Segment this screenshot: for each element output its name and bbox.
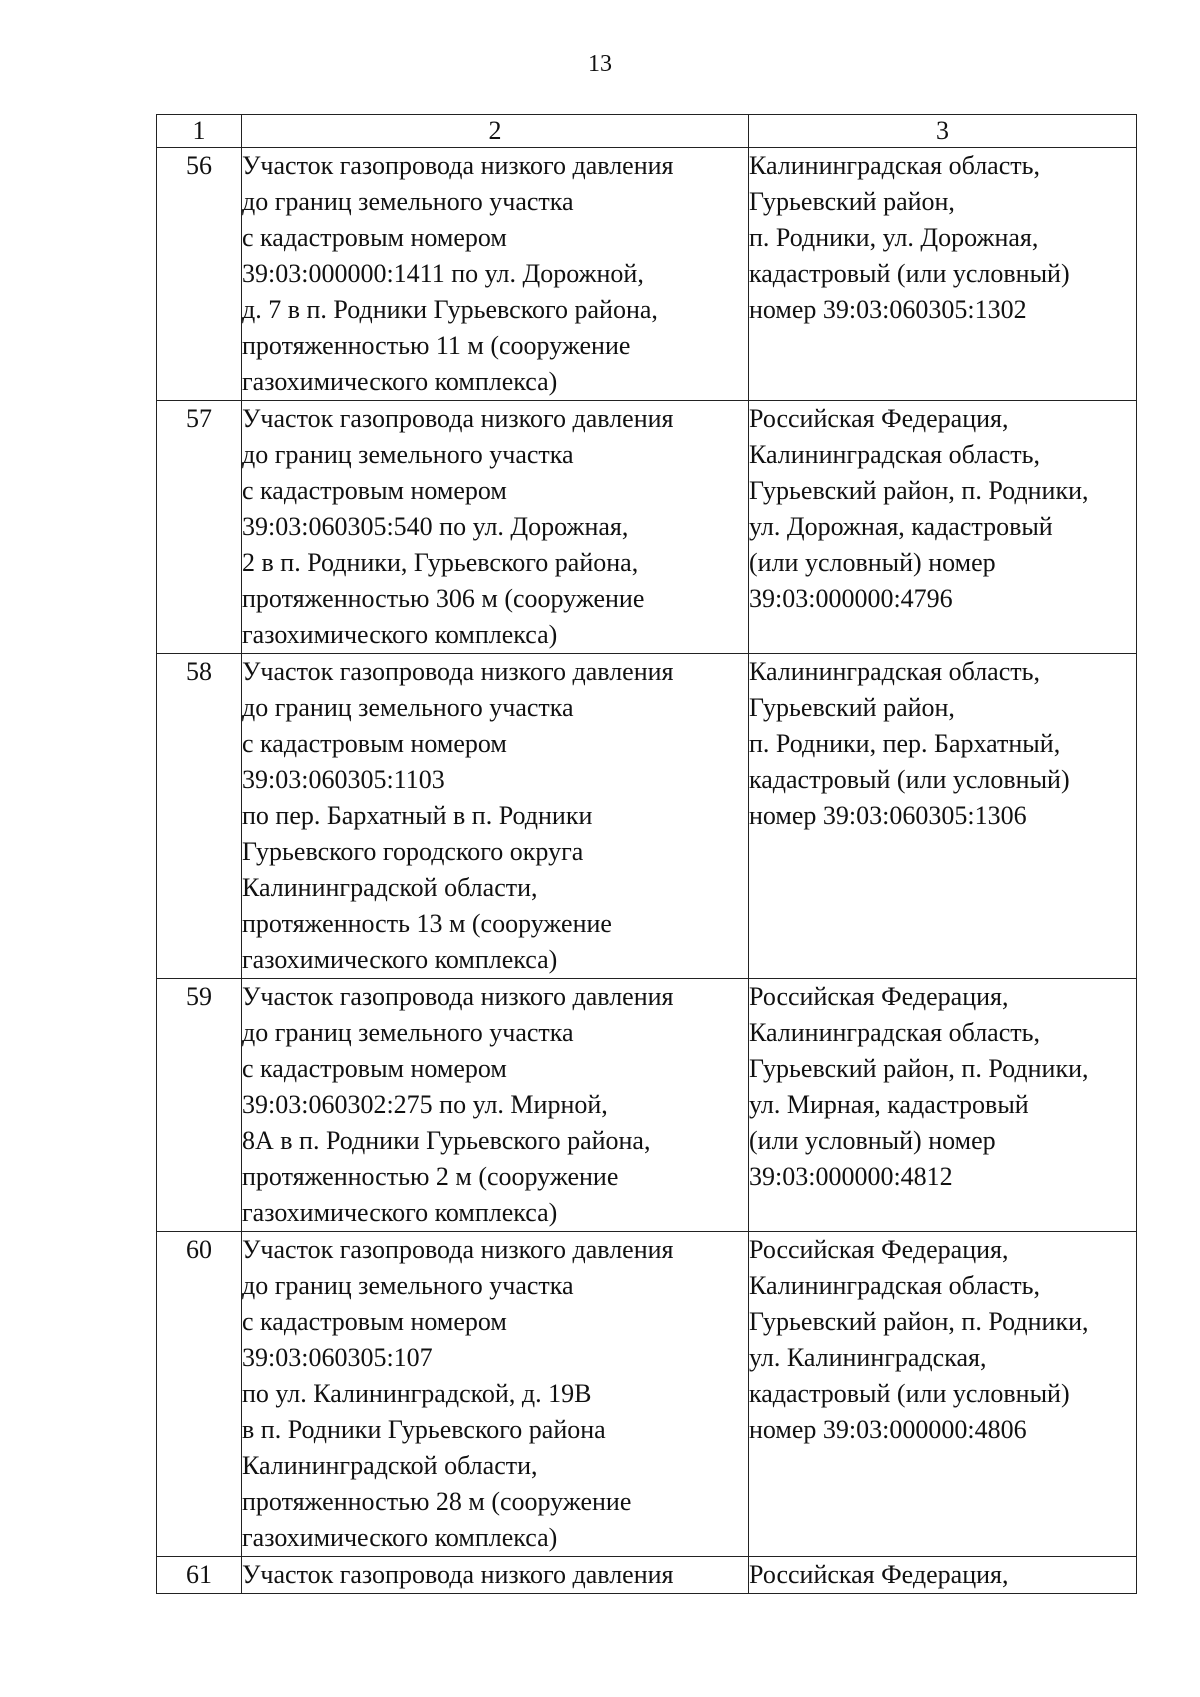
row-description: Участок газопровода низкого давления до границ земельного участка с кадастровым номером 39:03:060305:540 по ул. Дорожная, 2 в п. Родники, Гурьевского района, протяженностью 306 м (сооружение газохимического комплекса) [242,401,749,654]
row-location: Российская Федерация, Калининградская область, Гурьевский район, п. Родники, ул. Калининградская, кадастровый (или условный) номер 39:03:000000:4806 [749,1232,1137,1557]
row-location: Российская Федерация, Калининградская область, Гурьевский район, п. Родники, ул. Мирная, кадастровый (или условный) номер 39:03:000000:4812 [749,979,1137,1232]
row-location: Российская Федерация, Калининградская область, Гурьевский район, п. Родники, ул. Дорожная, кадастровый (или условный) номер 39:03:000000:4796 [749,401,1137,654]
row-number: 60 [157,1232,242,1557]
row-description: Участок газопровода низкого давления до границ земельного участка с кадастровым номером 39:03:060305:107 по ул. Калининградской, д. 19В в п. Родники Гурьевского района Калининградской области, протяженностью 28 м (сооружение газохимического комплекса) [242,1232,749,1557]
row-location: Калининградская область, Гурьевский район, п. Родники, пер. Бархатный, кадастровый (или условный) номер 39:03:060305:1306 [749,654,1137,979]
row-description: Участок газопровода низкого давления до границ земельного участка с кадастровым номером 39:03:060305:1103 по пер. Бархатный в п. Родники Гурьевского городского округа Калининградской области, протяженность 13 м (сооружение газохимического комплекса) [242,654,749,979]
column-header-description: 2 [242,115,749,148]
table-row [157,148,1137,401]
table-row [157,654,1137,979]
registry-table [156,114,1137,1594]
row-number: 59 [157,979,242,1232]
table-row [157,1557,1137,1594]
row-location: Калининградская область, Гурьевский район, п. Родники, ул. Дорожная, кадастровый (или условный) номер 39:03:060305:1302 [749,148,1137,401]
row-number: 61 [157,1557,242,1594]
row-number: 58 [157,654,242,979]
row-description: Участок газопровода низкого давления [242,1557,749,1594]
row-number: 57 [157,401,242,654]
table-row [157,401,1137,654]
column-header-location: 3 [749,115,1137,148]
row-description: Участок газопровода низкого давления до границ земельного участка с кадастровым номером 39:03:060302:275 по ул. Мирной, 8А в п. Родники Гурьевского района, протяженностью 2 м (сооружение газохимического комплекса) [242,979,749,1232]
column-header-number: 1 [157,115,242,148]
table-row [157,1232,1137,1557]
page-number: 13 [588,51,612,77]
table-row [157,979,1137,1232]
row-location: Российская Федерация, [749,1557,1137,1594]
table-header-row [157,115,1137,148]
row-number: 56 [157,148,242,401]
row-description: Участок газопровода низкого давления до границ земельного участка с кадастровым номером 39:03:000000:1411 по ул. Дорожной, д. 7 в п. Родники Гурьевского района, протяженностью 11 м (сооружение газохимического комплекса) [242,148,749,401]
